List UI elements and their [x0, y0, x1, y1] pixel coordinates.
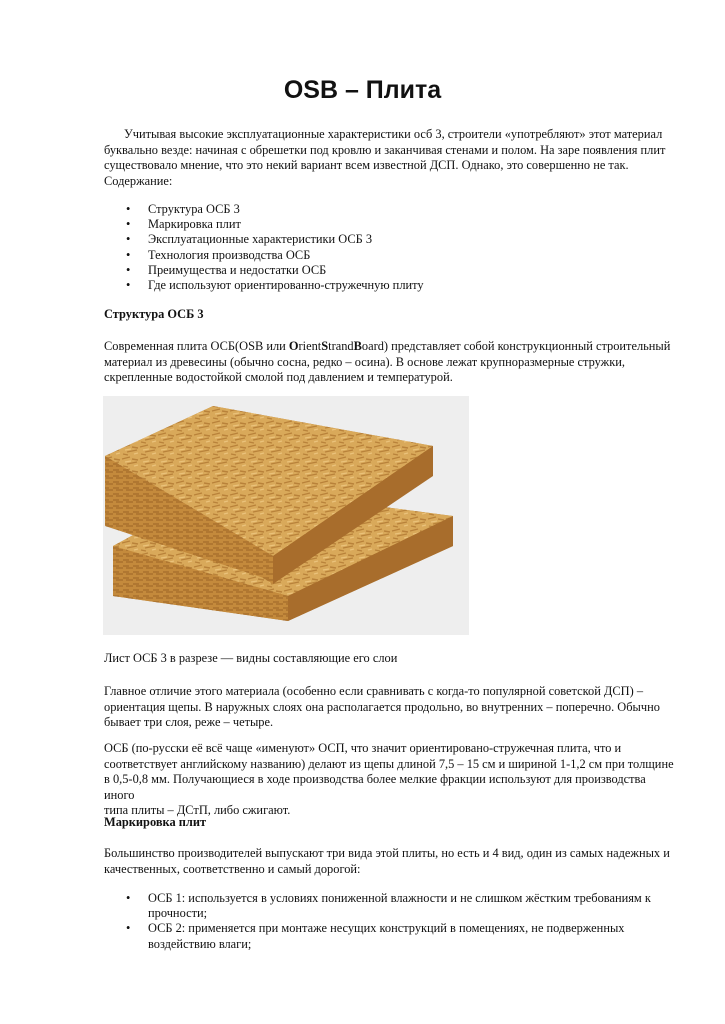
intro-line: Учитывая высокие эксплуатационные характеристики осб 3, строители «употребляют» этот материал — [124, 127, 663, 141]
chips-paragraph: ОСБ (по-русски её всё чаще «именуют» ОСП, что значит ориентировано-стружечная плита, что и соответствует английскому названию) делают из щепы длиной 7,5 – 15 см и шириной 1-1,2 см при толщине в 0,5-0,8 мм. Получающиеся в ходе производства более мелкие фракции используют для производства иного типа плиты – ДСтП, либо сжигают. — [104, 741, 674, 818]
intro-paragraph — [104, 127, 674, 189]
intro-line: буквально везде: начиная с обрешетки под кровлю и заканчивая стенами и полом. На заре появления плит — [104, 142, 666, 157]
toc-item[interactable]: • Маркировка плит — [126, 217, 241, 232]
bullet: • — [126, 262, 131, 277]
bullet: • — [126, 891, 131, 905]
bullet: • — [126, 247, 131, 262]
bullet: • — [126, 278, 131, 293]
toc-item[interactable]: • Технология производства ОСБ — [126, 247, 311, 262]
marking-list — [104, 891, 674, 952]
structure-paragraph: Современная плита ОСБ(OSB или OrientStrandBoard) представляет собой конструкционный строительный материал из древесины (обычно сосна, редко – осина). В основе лежат крупноразмерные стружки, скрепленные водостойкой смолой под давлением и температурой. — [104, 339, 671, 385]
toc-item[interactable]: • Эксплуатационные характеристики ОСБ 3 — [126, 232, 373, 247]
intro-line: существовало мнение, что это некий вариант всем известной ДСП. Однако, это совершенно не так. — [104, 158, 629, 173]
intro-line: Содержание: — [104, 173, 173, 188]
osb-board-photo — [103, 396, 469, 635]
difference-paragraph: Главное отличие этого материала (особенно если сравнивать с когда-то популярной советской ДСП) – ориентация щепы. В наружных слоях она располагается продольно, во внутренних – поперечно. Обычно бывает три слоя, реже – четыре. — [104, 684, 660, 730]
list-item: • ОСБ 2: применяется при монтаже несущих конструкций в помещениях, не подверженных воздействию влаги; — [126, 921, 625, 951]
marking-paragraph: Большинство производителей выпускают три вида этой плиты, но есть и 4 вид, один из самых надежных и качественных, соответственно и самый дорогой: — [104, 846, 670, 876]
toc-item[interactable]: • Структура ОСБ 3 — [126, 202, 240, 216]
osb-boards-illustration — [103, 396, 469, 635]
bullet: • — [126, 217, 131, 232]
section-heading-marking: Маркировка плит — [104, 815, 207, 829]
list-item: • ОСБ 1: используется в условиях пониженной влажности и не слишком жёстким требованиям к прочности; — [126, 891, 651, 921]
section-heading-structure: Структура ОСБ 3 — [104, 307, 204, 321]
toc-item[interactable]: • Преимущества и недостатки ОСБ — [126, 262, 327, 277]
bullet: • — [126, 232, 131, 247]
toc-item[interactable]: • Где используют ориентированно-стружечную плиту — [126, 278, 424, 293]
bullet: • — [126, 202, 131, 216]
page-title: OSB – Плита — [283, 76, 442, 104]
photo-caption: Лист ОСБ 3 в разрезе — видны составляющие его слои — [104, 651, 398, 665]
table-of-contents — [104, 202, 674, 293]
bullet: • — [126, 921, 131, 936]
